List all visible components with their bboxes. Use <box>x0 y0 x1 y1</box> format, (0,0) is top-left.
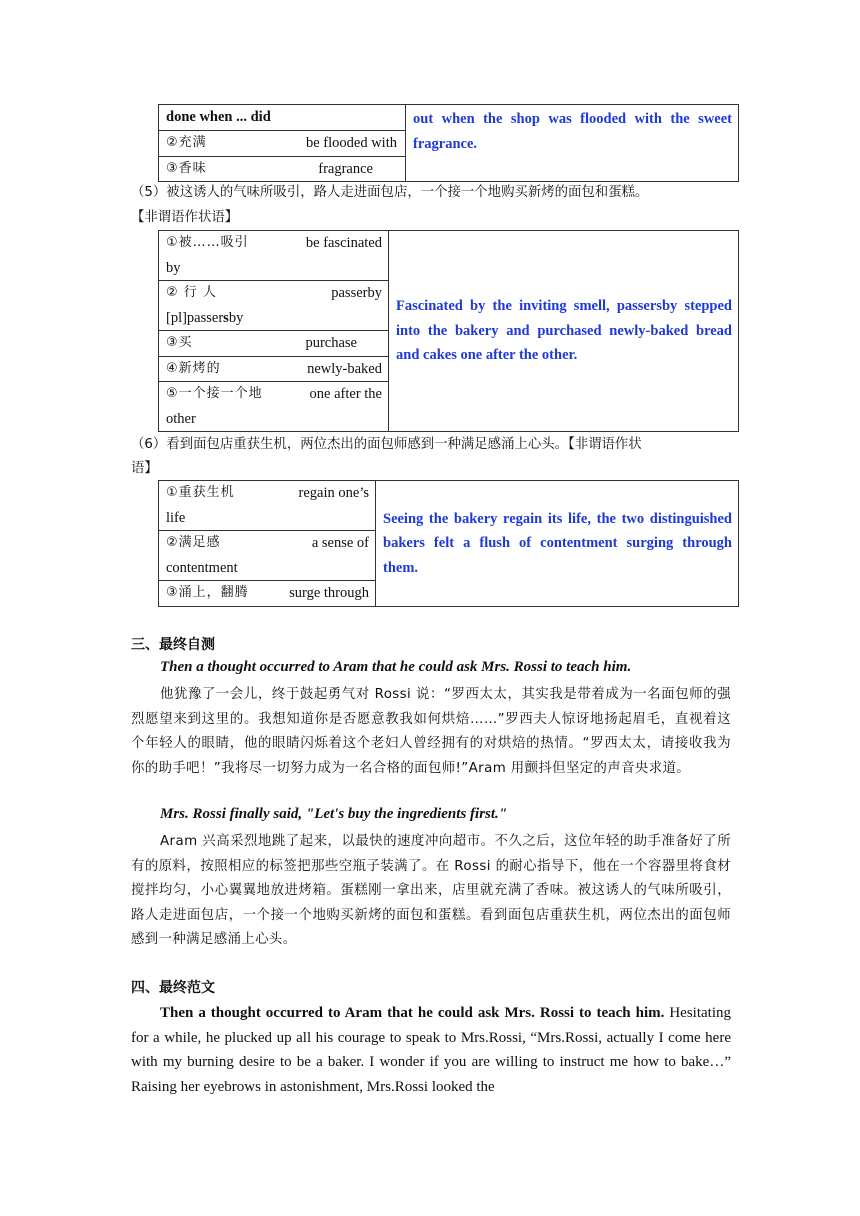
vocab-table-1 <box>158 104 739 182</box>
answer-sentence: out when the shop was flooded with the sweet fragrance. <box>406 105 739 182</box>
vocab-table-3 <box>158 480 739 607</box>
item-6-prompt: （6）看到面包店重获生机，两位杰出的面包师感到一种满足感涌上心头。【非谓语作状 <box>131 437 642 452</box>
vocab-cell <box>159 481 376 531</box>
vocab-english-cont: contentment <box>166 559 238 576</box>
vocab-cell <box>159 231 389 281</box>
section-3-paragraph-1: 他犹豫了一会儿，终于鼓起勇气对 Rossi 说：“罗西太太，其实我是带着成为一名面包师的强烈愿望来到这里的。我想知道你是否愿意教我如何烘焙……”罗西夫人惊讶地扬起眉毛，直视着这个年轻人的眼睛，他的眼睛闪烁着这个老妇人曾经拥有的对烘焙的热情。“罗西太太，请接收我为你的助手吧！”我将尽一切努力成为一名合格的面包师!”Aram 用颤抖但坚定的声音央求道。 <box>131 687 731 776</box>
section-4-heading: 四、最终范文 <box>131 980 215 996</box>
vocab-chinese: ①被……吸引 <box>166 235 249 250</box>
vocab-cell <box>159 131 406 157</box>
vocab-chinese: ②满足感 <box>166 535 221 550</box>
vocab-english: one after the <box>309 386 382 402</box>
vocab-chinese: ⑤一个接一个地 <box>166 386 263 401</box>
vocab-cell <box>159 281 389 331</box>
vocab-chinese: ② 行 人 <box>166 285 217 300</box>
vocab-english: newly-baked <box>307 360 382 377</box>
item-6-prompt-cont: 语】 <box>131 461 158 476</box>
vocab-chinese: ③买 <box>166 335 193 350</box>
vocab-english: surge through <box>289 585 369 601</box>
answer-sentence: Fascinated by the inviting smell, passersby stepped into the bakery and purchased newly-baked bread and cakes one after the other. <box>389 231 739 432</box>
vocab-chinese: ①重获生机 <box>166 485 235 500</box>
vocab-english: passerby <box>331 285 382 301</box>
item-5-prompt: （5）被这诱人的气味所吸引，路人走进面包店，一个接一个地购买新烤的面包和蛋糕。 <box>131 185 649 200</box>
vocab-english: purchase <box>305 335 357 351</box>
section-4-text: Hesitating for a while, he plucked up all his courage to speak to Mrs.Rossi, “Mrs.Rossi, actually I come here with my burning desire to be a baker. I wonder if you are willing to instruct me how to bake…” Raising her eyebrows in astonishment, Mrs.Rossi looked the <box>131 1005 731 1095</box>
vocab-english: fragrance <box>318 160 373 177</box>
vocab-english: be fascinated <box>305 235 382 251</box>
item-5-tag: 【非谓语作状语】 <box>131 210 239 225</box>
vocab-english: regain one’s <box>298 485 369 501</box>
vocab-english: be flooded with <box>305 135 397 151</box>
vocab-chinese: ②充满 <box>166 135 207 150</box>
vocab-cell <box>159 105 406 131</box>
vocab-cell <box>159 531 376 581</box>
section-3-opening: Then a thought occurred to Aram that he could ask Mrs. Rossi to teach him. <box>160 659 632 675</box>
section-4-opening: Then a thought occurred to Aram that he could ask Mrs. Rossi to teach him. <box>160 1005 665 1021</box>
vocab-chinese: ④新烤的 <box>166 360 221 376</box>
vocab-table-2 <box>158 230 739 432</box>
vocab-english-cont: [pl]passersby <box>166 309 244 326</box>
vocab-english: a sense of <box>311 535 369 551</box>
vocab-chinese: ③涌上，翻腾 <box>166 585 249 600</box>
vocab-english: done when ... did <box>166 109 271 125</box>
answer-sentence: Seeing the bakery regain its life, the two distinguished bakers felt a flush of contentment surging through them. <box>376 481 739 607</box>
vocab-cell <box>159 382 389 432</box>
section-3-heading: 三、最终自测 <box>131 637 215 653</box>
vocab-cell <box>159 581 376 607</box>
vocab-chinese: ③香味 <box>166 160 207 176</box>
section-3-paragraph-2: Aram 兴高采烈地跳了起来，以最快的速度冲向超市。不久之后，这位年轻的助手准备好了所有的原料，按照相应的标签把那些空瓶子装满了。在 Rossi 的耐心指导下，他在一个容器里将食材搅拌均匀，小心翼翼地放进烤箱。蛋糕刚一拿出来，店里就充满了香味。被这诱人的气味所吸引，路人走进面包店，一个接一个地购买新烤的面包和蛋糕。看到面包店重获生机，两位杰出的面包师感到一种满足感涌上心头。 <box>131 834 731 948</box>
section-3-second-opening: Mrs. Rossi finally said, "Let's buy the ingredients first." <box>160 806 508 822</box>
vocab-cell <box>159 156 406 182</box>
vocab-cell <box>159 356 389 382</box>
section-4-essay <box>131 1001 731 1099</box>
vocab-english-cont: life <box>166 509 186 526</box>
vocab-english-cont: other <box>166 410 196 427</box>
vocab-english-cont: by <box>166 259 181 276</box>
vocab-cell <box>159 331 389 357</box>
